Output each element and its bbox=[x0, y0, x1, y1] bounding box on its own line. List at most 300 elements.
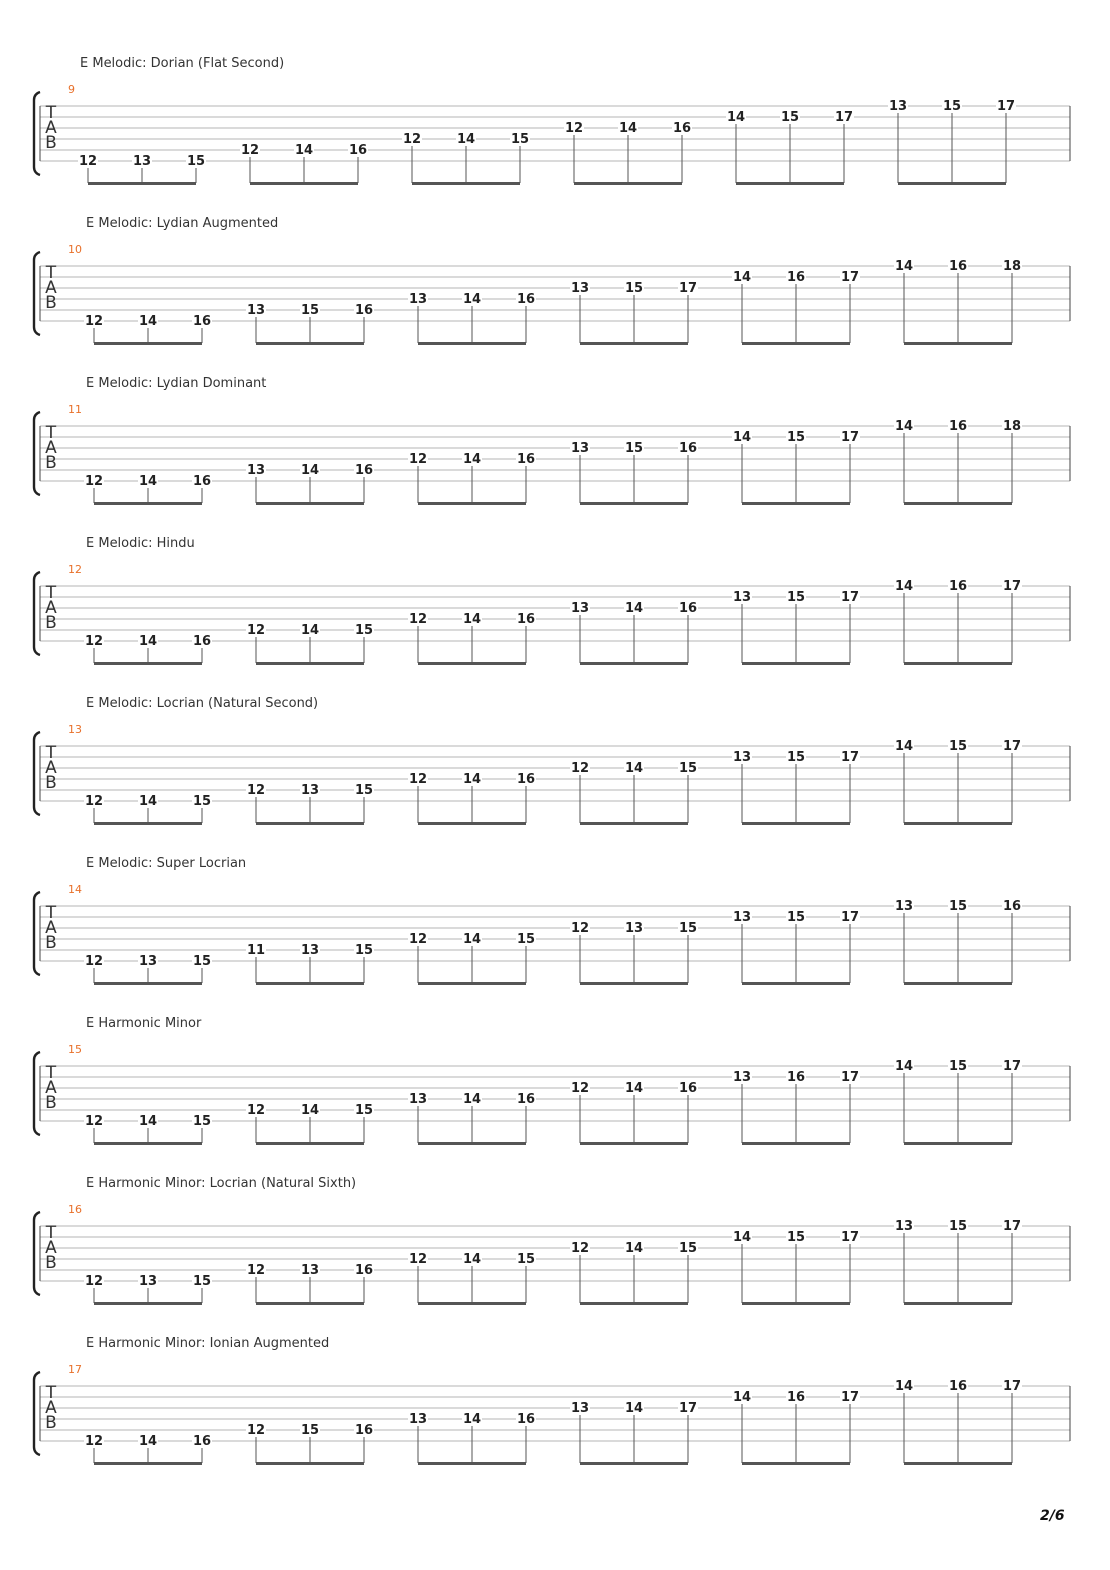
beam bbox=[94, 662, 202, 665]
fret-number: 12 bbox=[246, 1103, 266, 1118]
fret-number: 13 bbox=[246, 463, 266, 478]
tab-clef-letter: T bbox=[45, 263, 57, 283]
tab-clef-letter: A bbox=[45, 118, 57, 138]
fret-number: 17 bbox=[840, 1070, 860, 1085]
fret-number: 17 bbox=[1002, 579, 1022, 594]
note-group bbox=[732, 1230, 860, 1305]
beam bbox=[94, 1462, 202, 1465]
fret-number: 12 bbox=[570, 921, 590, 936]
tab-clef-letter: B bbox=[45, 613, 57, 633]
tab-clef bbox=[45, 583, 57, 633]
beam bbox=[256, 982, 364, 985]
tab-clef bbox=[45, 103, 57, 153]
fret-number: 15 bbox=[516, 932, 536, 947]
fret-number: 14 bbox=[462, 292, 482, 307]
tab-clef-letter: B bbox=[45, 1093, 57, 1113]
note-group bbox=[570, 761, 698, 825]
tab-clef bbox=[45, 263, 57, 313]
note-group bbox=[84, 314, 212, 345]
beam bbox=[742, 502, 850, 505]
fret-number: 12 bbox=[564, 121, 584, 136]
system-bracket bbox=[34, 1052, 40, 1135]
note-group bbox=[246, 623, 374, 665]
fret-number: 13 bbox=[732, 590, 752, 605]
tab-clef bbox=[45, 903, 57, 953]
note-group bbox=[408, 1092, 536, 1145]
beam bbox=[418, 982, 526, 985]
fret-number: 16 bbox=[678, 601, 698, 616]
measure-number: 10 bbox=[68, 243, 82, 256]
note-group bbox=[894, 1379, 1022, 1465]
fret-number: 16 bbox=[678, 1081, 698, 1096]
note-group bbox=[732, 750, 860, 825]
fret-number: 12 bbox=[240, 143, 260, 158]
beam bbox=[256, 662, 364, 665]
scale-title: E Melodic: Hindu bbox=[86, 536, 195, 551]
beam bbox=[256, 342, 364, 345]
note-group bbox=[408, 932, 536, 985]
fret-number: 13 bbox=[408, 292, 428, 307]
fret-number: 15 bbox=[948, 739, 968, 754]
beam bbox=[580, 502, 688, 505]
scale-title: E Melodic: Lydian Dominant bbox=[86, 376, 267, 391]
fret-number: 12 bbox=[84, 794, 104, 809]
tab-system bbox=[0, 536, 1110, 696]
note-group bbox=[240, 143, 368, 185]
beam bbox=[88, 182, 196, 185]
fret-number: 16 bbox=[348, 143, 368, 158]
fret-number: 14 bbox=[624, 761, 644, 776]
beam bbox=[904, 662, 1012, 665]
tab-system bbox=[0, 1336, 1110, 1496]
note-group bbox=[570, 281, 698, 345]
fret-number: 17 bbox=[678, 281, 698, 296]
note-group bbox=[732, 270, 860, 345]
fret-number: 17 bbox=[840, 590, 860, 605]
note-group bbox=[246, 943, 374, 985]
fret-number: 15 bbox=[300, 303, 320, 318]
fret-number: 12 bbox=[84, 1274, 104, 1289]
note-group bbox=[732, 430, 860, 505]
fret-number: 14 bbox=[732, 1230, 752, 1245]
fret-number: 12 bbox=[78, 154, 98, 169]
fret-number: 12 bbox=[408, 612, 428, 627]
fret-number: 16 bbox=[678, 441, 698, 456]
fret-number: 17 bbox=[834, 110, 854, 125]
note-group bbox=[78, 154, 206, 185]
fret-number: 15 bbox=[786, 590, 806, 605]
fret-number: 12 bbox=[246, 623, 266, 638]
measure-number: 12 bbox=[68, 563, 82, 576]
note-group bbox=[402, 132, 530, 185]
fret-number: 13 bbox=[246, 303, 266, 318]
beam bbox=[742, 662, 850, 665]
tab-clef-letter: A bbox=[45, 1398, 57, 1418]
note-group bbox=[726, 110, 854, 185]
fret-number: 12 bbox=[84, 474, 104, 489]
measure-number: 15 bbox=[68, 1043, 82, 1056]
fret-number: 16 bbox=[354, 463, 374, 478]
fret-number: 16 bbox=[786, 270, 806, 285]
tab-clef-letter: T bbox=[45, 583, 57, 603]
note-group bbox=[408, 1412, 536, 1465]
fret-number: 16 bbox=[948, 419, 968, 434]
scale-title: E Melodic: Super Locrian bbox=[86, 856, 247, 871]
fret-number: 13 bbox=[570, 1401, 590, 1416]
system-bracket bbox=[34, 1372, 40, 1455]
fret-number: 13 bbox=[138, 1274, 158, 1289]
fret-number: 12 bbox=[84, 314, 104, 329]
fret-number: 12 bbox=[246, 1423, 266, 1438]
note-group bbox=[732, 1390, 860, 1465]
fret-number: 16 bbox=[672, 121, 692, 136]
beam bbox=[256, 1302, 364, 1305]
tab-clef-letter: B bbox=[45, 293, 57, 313]
beam bbox=[256, 502, 364, 505]
fret-number: 12 bbox=[408, 452, 428, 467]
system-bracket bbox=[34, 252, 40, 335]
fret-number: 15 bbox=[786, 750, 806, 765]
fret-number: 15 bbox=[786, 430, 806, 445]
beam bbox=[904, 822, 1012, 825]
system-bracket bbox=[34, 892, 40, 975]
fret-number: 16 bbox=[516, 292, 536, 307]
fret-number: 13 bbox=[732, 1070, 752, 1085]
fret-number: 16 bbox=[948, 1379, 968, 1394]
tab-clef-letter: B bbox=[45, 453, 57, 473]
fret-number: 14 bbox=[462, 772, 482, 787]
tab-clef bbox=[45, 423, 57, 473]
fret-number: 16 bbox=[516, 452, 536, 467]
fret-number: 14 bbox=[618, 121, 638, 136]
note-group bbox=[894, 419, 1022, 505]
fret-number: 17 bbox=[840, 750, 860, 765]
note-group bbox=[894, 1059, 1022, 1145]
beam bbox=[94, 1302, 202, 1305]
tab-clef-letter: T bbox=[45, 743, 57, 763]
fret-number: 15 bbox=[354, 943, 374, 958]
note-group bbox=[408, 292, 536, 345]
fret-number: 14 bbox=[894, 739, 914, 754]
fret-number: 16 bbox=[948, 579, 968, 594]
fret-number: 13 bbox=[300, 1263, 320, 1278]
tab-system bbox=[0, 696, 1110, 856]
fret-number: 15 bbox=[948, 1219, 968, 1234]
fret-number: 15 bbox=[192, 1114, 212, 1129]
note-group bbox=[246, 1423, 374, 1465]
measure-number: 17 bbox=[68, 1363, 82, 1376]
note-group bbox=[246, 1103, 374, 1145]
beam bbox=[904, 1142, 1012, 1145]
beam bbox=[904, 1302, 1012, 1305]
fret-number: 15 bbox=[510, 132, 530, 147]
fret-number: 17 bbox=[840, 910, 860, 925]
fret-number: 16 bbox=[948, 259, 968, 274]
fret-number: 14 bbox=[462, 452, 482, 467]
tab-staff bbox=[0, 696, 1110, 856]
fret-number: 14 bbox=[894, 419, 914, 434]
fret-number: 14 bbox=[138, 634, 158, 649]
fret-number: 14 bbox=[138, 474, 158, 489]
note-group bbox=[408, 452, 536, 505]
fret-number: 15 bbox=[678, 1241, 698, 1256]
note-group bbox=[570, 601, 698, 665]
note-group bbox=[732, 1070, 860, 1145]
fret-number: 16 bbox=[192, 314, 212, 329]
fret-number: 14 bbox=[624, 1241, 644, 1256]
fret-number: 12 bbox=[408, 772, 428, 787]
fret-number: 15 bbox=[186, 154, 206, 169]
fret-number: 18 bbox=[1002, 259, 1022, 274]
fret-number: 14 bbox=[462, 612, 482, 627]
tab-system bbox=[0, 1176, 1110, 1336]
note-group bbox=[570, 1081, 698, 1145]
note-group bbox=[894, 739, 1022, 825]
note-group bbox=[408, 772, 536, 825]
scale-title: E Melodic: Dorian (Flat Second) bbox=[80, 56, 285, 71]
system-bracket bbox=[34, 1212, 40, 1295]
beam bbox=[418, 342, 526, 345]
tab-clef-letter: A bbox=[45, 758, 57, 778]
note-group bbox=[894, 259, 1022, 345]
fret-number: 16 bbox=[192, 474, 212, 489]
note-group bbox=[84, 794, 212, 825]
note-group bbox=[888, 99, 1016, 185]
fret-number: 12 bbox=[84, 1114, 104, 1129]
fret-number: 15 bbox=[948, 899, 968, 914]
beam bbox=[580, 822, 688, 825]
note-group bbox=[84, 634, 212, 665]
measure-number: 9 bbox=[68, 83, 75, 96]
note-group bbox=[84, 1114, 212, 1145]
beam bbox=[904, 342, 1012, 345]
fret-number: 13 bbox=[300, 943, 320, 958]
beam bbox=[904, 502, 1012, 505]
tab-clef-letter: T bbox=[45, 423, 57, 443]
fret-number: 16 bbox=[192, 1434, 212, 1449]
fret-number: 14 bbox=[138, 794, 158, 809]
tab-system bbox=[0, 216, 1110, 376]
fret-number: 12 bbox=[246, 783, 266, 798]
fret-number: 12 bbox=[570, 1241, 590, 1256]
fret-number: 18 bbox=[1002, 419, 1022, 434]
fret-number: 14 bbox=[300, 463, 320, 478]
system-bracket bbox=[34, 92, 40, 175]
fret-number: 14 bbox=[462, 932, 482, 947]
fret-number: 17 bbox=[1002, 1059, 1022, 1074]
measure-number: 14 bbox=[68, 883, 82, 896]
beam bbox=[898, 182, 1006, 185]
tab-staff bbox=[0, 216, 1110, 376]
tab-clef-letter: B bbox=[45, 1413, 57, 1433]
note-group bbox=[570, 921, 698, 985]
fret-number: 14 bbox=[624, 1401, 644, 1416]
fret-number: 14 bbox=[138, 1434, 158, 1449]
fret-number: 15 bbox=[624, 441, 644, 456]
fret-number: 15 bbox=[192, 1274, 212, 1289]
system-bracket bbox=[34, 412, 40, 495]
beam bbox=[412, 182, 520, 185]
note-group bbox=[84, 474, 212, 505]
fret-number: 17 bbox=[1002, 1379, 1022, 1394]
note-group bbox=[246, 783, 374, 825]
beam bbox=[742, 342, 850, 345]
beam bbox=[580, 342, 688, 345]
fret-number: 15 bbox=[516, 1252, 536, 1267]
fret-number: 15 bbox=[678, 921, 698, 936]
beam bbox=[742, 1462, 850, 1465]
fret-number: 17 bbox=[1002, 739, 1022, 754]
fret-number: 15 bbox=[192, 954, 212, 969]
fret-number: 12 bbox=[84, 634, 104, 649]
fret-number: 14 bbox=[138, 314, 158, 329]
beam bbox=[574, 182, 682, 185]
tab-system bbox=[0, 376, 1110, 536]
note-group bbox=[732, 910, 860, 985]
beam bbox=[94, 982, 202, 985]
fret-number: 17 bbox=[1002, 1219, 1022, 1234]
fret-number: 12 bbox=[84, 1434, 104, 1449]
note-group bbox=[894, 899, 1022, 985]
tab-system bbox=[0, 856, 1110, 1016]
fret-number: 17 bbox=[840, 270, 860, 285]
beam bbox=[418, 1462, 526, 1465]
tab-clef bbox=[45, 1063, 57, 1113]
scale-title: E Harmonic Minor: Locrian (Natural Sixth) bbox=[86, 1176, 357, 1191]
beam bbox=[250, 182, 358, 185]
beam bbox=[580, 1142, 688, 1145]
beam bbox=[742, 822, 850, 825]
fret-number: 14 bbox=[138, 1114, 158, 1129]
beam bbox=[904, 982, 1012, 985]
beam bbox=[256, 1142, 364, 1145]
note-group bbox=[408, 1252, 536, 1305]
scale-title: E Melodic: Locrian (Natural Second) bbox=[86, 696, 319, 711]
fret-number: 15 bbox=[786, 910, 806, 925]
tab-clef-letter: T bbox=[45, 1063, 57, 1083]
tab-staff bbox=[0, 856, 1110, 1016]
beam bbox=[580, 1462, 688, 1465]
scale-title: E Harmonic Minor bbox=[86, 1016, 202, 1031]
beam bbox=[580, 1302, 688, 1305]
fret-number: 16 bbox=[354, 1423, 374, 1438]
tab-clef-letter: A bbox=[45, 438, 57, 458]
beam bbox=[742, 1302, 850, 1305]
fret-number: 14 bbox=[732, 430, 752, 445]
beam bbox=[418, 1302, 526, 1305]
tab-clef-letter: A bbox=[45, 278, 57, 298]
fret-number: 13 bbox=[132, 154, 152, 169]
note-group bbox=[84, 1434, 212, 1465]
fret-number: 14 bbox=[894, 1059, 914, 1074]
fret-number: 12 bbox=[84, 954, 104, 969]
beam bbox=[742, 982, 850, 985]
scale-title: E Melodic: Lydian Augmented bbox=[86, 216, 279, 231]
note-group bbox=[246, 1263, 374, 1305]
beam bbox=[418, 1142, 526, 1145]
fret-number: 16 bbox=[354, 1263, 374, 1278]
note-group bbox=[246, 463, 374, 505]
fret-number: 14 bbox=[462, 1412, 482, 1427]
tab-staff bbox=[0, 1016, 1110, 1176]
beam bbox=[256, 822, 364, 825]
fret-number: 13 bbox=[894, 1219, 914, 1234]
beam bbox=[742, 1142, 850, 1145]
beam bbox=[418, 662, 526, 665]
note-group bbox=[570, 1401, 698, 1465]
beam bbox=[580, 982, 688, 985]
fret-number: 17 bbox=[840, 430, 860, 445]
note-group bbox=[894, 579, 1022, 665]
beam bbox=[256, 1462, 364, 1465]
tab-clef-letter: B bbox=[45, 933, 57, 953]
measure-number: 11 bbox=[68, 403, 82, 416]
fret-number: 12 bbox=[408, 932, 428, 947]
note-group bbox=[246, 303, 374, 345]
fret-number: 15 bbox=[942, 99, 962, 114]
fret-number: 14 bbox=[624, 601, 644, 616]
fret-number: 13 bbox=[408, 1092, 428, 1107]
system-bracket bbox=[34, 732, 40, 815]
fret-number: 14 bbox=[462, 1252, 482, 1267]
beam bbox=[94, 1142, 202, 1145]
fret-number: 13 bbox=[732, 750, 752, 765]
fret-number: 13 bbox=[300, 783, 320, 798]
fret-number: 15 bbox=[354, 1103, 374, 1118]
fret-number: 14 bbox=[300, 623, 320, 638]
fret-number: 12 bbox=[570, 761, 590, 776]
tab-staff bbox=[0, 376, 1110, 536]
tab-clef-letter: B bbox=[45, 133, 57, 153]
fret-number: 17 bbox=[840, 1390, 860, 1405]
fret-number: 15 bbox=[354, 783, 374, 798]
tab-clef-letter: A bbox=[45, 1238, 57, 1258]
fret-number: 13 bbox=[894, 899, 914, 914]
beam bbox=[418, 502, 526, 505]
beam bbox=[94, 502, 202, 505]
note-group bbox=[894, 1219, 1022, 1305]
fret-number: 14 bbox=[456, 132, 476, 147]
beam bbox=[580, 662, 688, 665]
fret-number: 14 bbox=[294, 143, 314, 158]
fret-number: 17 bbox=[996, 99, 1016, 114]
tab-staff bbox=[0, 1336, 1110, 1496]
note-group bbox=[408, 612, 536, 665]
fret-number: 15 bbox=[678, 761, 698, 776]
fret-number: 14 bbox=[894, 259, 914, 274]
tab-clef-letter: T bbox=[45, 903, 57, 923]
tab-clef-letter: A bbox=[45, 598, 57, 618]
fret-number: 16 bbox=[516, 612, 536, 627]
fret-number: 17 bbox=[678, 1401, 698, 1416]
beam bbox=[418, 822, 526, 825]
fret-number: 16 bbox=[786, 1070, 806, 1085]
tab-clef-letter: B bbox=[45, 1253, 57, 1273]
tab-clef-letter: T bbox=[45, 1383, 57, 1403]
fret-number: 11 bbox=[246, 943, 266, 958]
tab-clef-letter: T bbox=[45, 103, 57, 123]
fret-number: 15 bbox=[948, 1059, 968, 1074]
fret-number: 16 bbox=[786, 1390, 806, 1405]
fret-number: 14 bbox=[624, 1081, 644, 1096]
fret-number: 16 bbox=[516, 772, 536, 787]
fret-number: 12 bbox=[246, 1263, 266, 1278]
note-group bbox=[732, 590, 860, 665]
tab-clef-letter: T bbox=[45, 1223, 57, 1243]
note-group bbox=[84, 1274, 212, 1305]
fret-number: 14 bbox=[300, 1103, 320, 1118]
fret-number: 15 bbox=[780, 110, 800, 125]
